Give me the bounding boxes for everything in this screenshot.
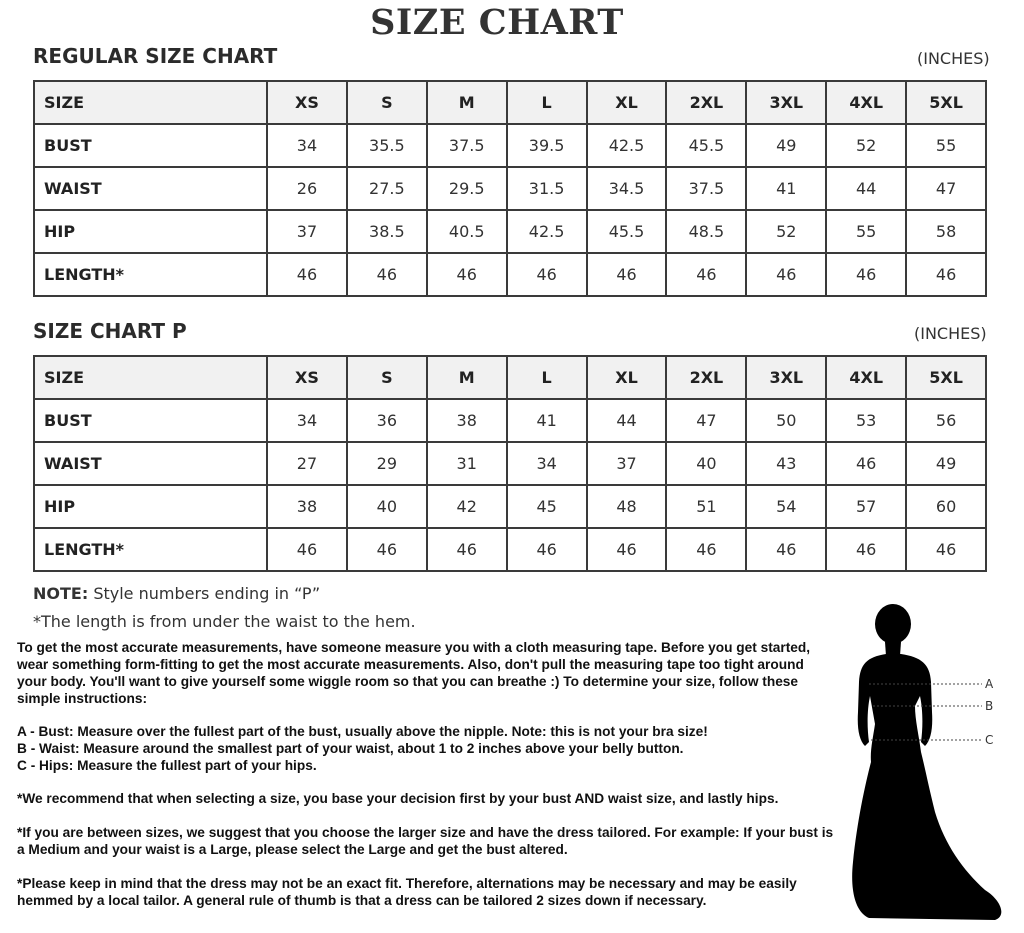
size-column-header: L <box>507 81 587 124</box>
measurement-steps <box>17 723 837 774</box>
woman-silhouette-icon <box>852 604 1001 920</box>
measurement-cell: 47 <box>666 399 746 442</box>
instruction-bust: A - Bust: Measure over the fullest part of the bust, usually above the nipple. Note: this is not your bra size! <box>17 724 708 739</box>
measurement-cell: 46 <box>746 528 826 571</box>
size-column-header: 4XL <box>826 356 906 399</box>
page-title: SIZE CHART <box>370 2 624 43</box>
measurement-cell: 35.5 <box>347 124 427 167</box>
measurement-cell: 46 <box>666 253 746 296</box>
measurement-cell: 27.5 <box>347 167 427 210</box>
measurement-cell: 52 <box>746 210 826 253</box>
instruction-waist: B - Waist: Measure around the smallest part of your waist, about 1 to 2 inches above your belly button. <box>17 741 684 756</box>
style-number-note <box>33 584 320 603</box>
size-column-header: XS <box>267 356 347 399</box>
size-column-header: L <box>507 356 587 399</box>
size-column-header: 5XL <box>906 81 986 124</box>
measurement-cell: 54 <box>746 485 826 528</box>
measurement-cell: 34 <box>267 124 347 167</box>
measurement-cell: 46 <box>826 442 906 485</box>
measurement-cell: 39.5 <box>507 124 587 167</box>
measurement-cell: 45.5 <box>587 210 667 253</box>
measurement-cell: 46 <box>507 253 587 296</box>
measurement-cell: 37 <box>267 210 347 253</box>
measurement-cell: 46 <box>347 253 427 296</box>
measurement-cell: 46 <box>906 528 986 571</box>
petite-size-table <box>33 355 987 572</box>
measurement-cell: 46 <box>347 528 427 571</box>
instructions-intro: To get the most accurate measurements, have someone measure you with a cloth measuring tape. Before you get started, wear something form-fitting to get the most accurate measurements. Also, don't pull the measuring tape too tight around your body. You'll want to give yourself some wiggle room so that you can breathe :) To determine your size, follow these simple instructions: <box>17 640 811 706</box>
measurement-cell: 57 <box>826 485 906 528</box>
measurement-cell: 46 <box>267 528 347 571</box>
measurement-cell: 46 <box>826 528 906 571</box>
measurement-cell: 38.5 <box>347 210 427 253</box>
measurement-cell: 42.5 <box>587 124 667 167</box>
row-label: WAIST <box>34 442 267 485</box>
measurement-cell: 27 <box>267 442 347 485</box>
table-row <box>34 167 986 210</box>
note-text: Style numbers ending in “P” <box>93 584 321 603</box>
dress-silhouette-figure <box>845 600 1020 925</box>
measurement-cell: 46 <box>427 253 507 296</box>
measurement-cell: 55 <box>906 124 986 167</box>
measurement-cell: 46 <box>427 528 507 571</box>
measurement-cell: 31.5 <box>507 167 587 210</box>
measurement-cell: 41 <box>746 167 826 210</box>
table-row <box>34 442 986 485</box>
figure-label-c: C <box>985 733 994 747</box>
measurement-cell: 45 <box>507 485 587 528</box>
size-column-header: S <box>347 81 427 124</box>
size-column-header: XL <box>587 356 667 399</box>
table-row <box>34 124 986 167</box>
size-column-header: 2XL <box>666 81 746 124</box>
size-column-header: 3XL <box>746 81 826 124</box>
figure-label-b: B <box>985 699 994 713</box>
measurement-cell: 55 <box>826 210 906 253</box>
measurement-cell: 51 <box>666 485 746 528</box>
measurement-cell: 37.5 <box>666 167 746 210</box>
measurement-cell: 52 <box>826 124 906 167</box>
size-column-header: 3XL <box>746 356 826 399</box>
table-row <box>34 399 986 442</box>
measurement-cell: 40.5 <box>427 210 507 253</box>
measurement-cell: 50 <box>746 399 826 442</box>
column-header-label: SIZE <box>34 81 267 124</box>
table-row <box>34 485 986 528</box>
measurement-cell: 41 <box>507 399 587 442</box>
measurement-instructions <box>17 639 837 707</box>
measurement-cell: 34 <box>267 399 347 442</box>
table-row <box>34 528 986 571</box>
measurement-cell: 31 <box>427 442 507 485</box>
recommendation-2: *If you are between sizes, we suggest that you choose the larger size and have the dress tailored. For example: If your bust is a Medium and your waist is a Large, please select the Large and get the bust altered. <box>17 825 834 857</box>
recommendation-1: *We recommend that when selecting a size, you base your decision first by your bust AND waist size, and lastly hips. <box>17 791 779 806</box>
measurement-cell: 29 <box>347 442 427 485</box>
measurement-cell: 34.5 <box>587 167 667 210</box>
size-column-header: XL <box>587 81 667 124</box>
regular-size-table <box>33 80 987 297</box>
row-label: LENGTH* <box>34 528 267 571</box>
measurement-cell: 46 <box>587 528 667 571</box>
measurement-cell: 37.5 <box>427 124 507 167</box>
measurement-cell: 42 <box>427 485 507 528</box>
measurement-cell: 49 <box>906 442 986 485</box>
measurement-cell: 36 <box>347 399 427 442</box>
size-column-header: M <box>427 81 507 124</box>
note-label: NOTE: <box>33 584 89 603</box>
measurement-cell: 56 <box>906 399 986 442</box>
measurement-cell: 48 <box>587 485 667 528</box>
measurement-cell: 34 <box>507 442 587 485</box>
table-header-row <box>34 81 986 124</box>
row-label: BUST <box>34 399 267 442</box>
regular-units-label: (INCHES) <box>917 49 990 68</box>
measurement-cell: 40 <box>347 485 427 528</box>
measurement-cell: 46 <box>587 253 667 296</box>
measurement-cell: 46 <box>507 528 587 571</box>
measurement-cell: 46 <box>267 253 347 296</box>
measurement-cell: 46 <box>826 253 906 296</box>
column-header-label: SIZE <box>34 356 267 399</box>
measurement-cell: 58 <box>906 210 986 253</box>
row-label: HIP <box>34 210 267 253</box>
measurement-cell: 42.5 <box>507 210 587 253</box>
table-row <box>34 210 986 253</box>
row-label: WAIST <box>34 167 267 210</box>
measurement-cell: 60 <box>906 485 986 528</box>
size-column-header: 4XL <box>826 81 906 124</box>
recommendation-3: *Please keep in mind that the dress may not be an exact fit. Therefore, alternations may be necessary and may be easily hemmed by a local tailor. A general rule of thumb is that a dress can be tailored 2 sizes down if necessary. <box>17 876 797 908</box>
regular-size-chart-heading: REGULAR SIZE CHART <box>33 44 278 68</box>
measurement-cell: 26 <box>267 167 347 210</box>
measurement-cell: 46 <box>666 528 746 571</box>
row-label: LENGTH* <box>34 253 267 296</box>
row-label: BUST <box>34 124 267 167</box>
petite-units-label: (INCHES) <box>914 324 987 343</box>
size-column-header: M <box>427 356 507 399</box>
instruction-hips: C - Hips: Measure the fullest part of your hips. <box>17 758 317 773</box>
table-row <box>34 253 986 296</box>
measurement-cell: 44 <box>587 399 667 442</box>
table-header-row <box>34 356 986 399</box>
length-note: *The length is from under the waist to the hem. <box>33 612 416 631</box>
measurement-cell: 37 <box>587 442 667 485</box>
row-label: HIP <box>34 485 267 528</box>
measurement-cell: 47 <box>906 167 986 210</box>
size-column-header: S <box>347 356 427 399</box>
measurement-cell: 45.5 <box>666 124 746 167</box>
petite-size-chart-heading: SIZE CHART P <box>33 319 187 343</box>
measurement-cell: 29.5 <box>427 167 507 210</box>
size-column-header: 2XL <box>666 356 746 399</box>
size-column-header: 5XL <box>906 356 986 399</box>
size-column-header: XS <box>267 81 347 124</box>
measurement-cell: 38 <box>427 399 507 442</box>
measurement-cell: 46 <box>746 253 826 296</box>
measurement-cell: 44 <box>826 167 906 210</box>
measurement-cell: 49 <box>746 124 826 167</box>
measurement-cell: 40 <box>666 442 746 485</box>
measurement-cell: 38 <box>267 485 347 528</box>
figure-label-a: A <box>985 677 994 691</box>
measurement-cell: 46 <box>906 253 986 296</box>
measurement-cell: 48.5 <box>666 210 746 253</box>
measurement-cell: 43 <box>746 442 826 485</box>
measurement-cell: 53 <box>826 399 906 442</box>
